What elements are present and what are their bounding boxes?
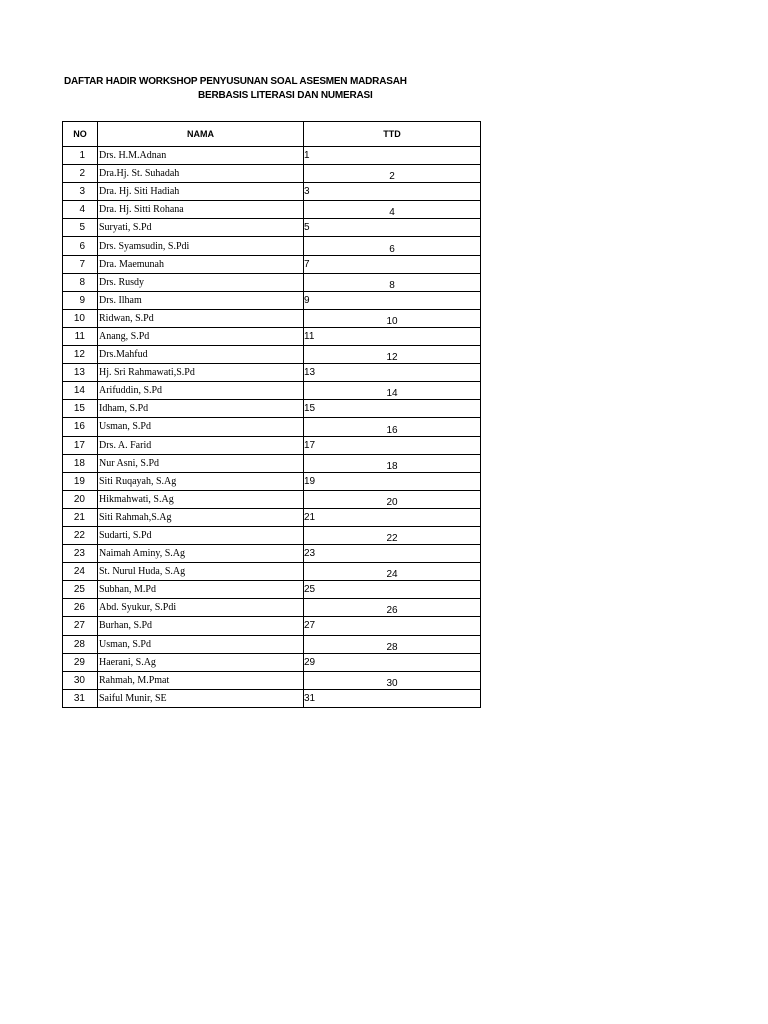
row-number: 24 xyxy=(63,563,98,581)
participant-name: Dra. Hj. Siti Hadiah xyxy=(98,183,304,201)
signature-cell: 26 xyxy=(304,599,481,617)
header-ttd: TTD xyxy=(304,122,481,147)
table-row xyxy=(63,526,481,544)
participant-name: Saiful Munir, SE xyxy=(98,689,304,707)
table-row xyxy=(63,201,481,219)
signature-cell: 13 xyxy=(304,364,481,382)
participant-name: Sudarti, S.Pd xyxy=(98,526,304,544)
signature-cell: 21 xyxy=(304,508,481,526)
participant-name: Nur Asni, S.Pd xyxy=(98,454,304,472)
signature-cell: 12 xyxy=(304,346,481,364)
signature-cell: 2 xyxy=(304,165,481,183)
participant-name: Drs. Rusdy xyxy=(98,273,304,291)
table-row xyxy=(63,418,481,436)
signature-cell: 6 xyxy=(304,237,481,255)
signature-cell: 3 xyxy=(304,183,481,201)
table-row xyxy=(63,617,481,635)
table-row xyxy=(63,490,481,508)
table-row xyxy=(63,563,481,581)
table-row xyxy=(63,472,481,490)
signature-cell: 24 xyxy=(304,563,481,581)
participant-name: Ridwan, S.Pd xyxy=(98,309,304,327)
table-row xyxy=(63,671,481,689)
participant-name: Abd. Syukur, S.Pdi xyxy=(98,599,304,617)
participant-name: Hj. Sri Rahmawati,S.Pd xyxy=(98,364,304,382)
attendance-table xyxy=(62,121,481,708)
table-row xyxy=(63,400,481,418)
row-number: 16 xyxy=(63,418,98,436)
table-row xyxy=(63,689,481,707)
table-header-row xyxy=(63,122,481,147)
row-number: 11 xyxy=(63,327,98,345)
signature-cell: 9 xyxy=(304,291,481,309)
row-number: 8 xyxy=(63,273,98,291)
row-number: 29 xyxy=(63,653,98,671)
row-number: 25 xyxy=(63,581,98,599)
row-number: 4 xyxy=(63,201,98,219)
table-row xyxy=(63,599,481,617)
participant-name: Naimah Aminy, S.Ag xyxy=(98,545,304,563)
row-number: 17 xyxy=(63,436,98,454)
table-row xyxy=(63,273,481,291)
table-row xyxy=(63,653,481,671)
signature-cell: 8 xyxy=(304,273,481,291)
row-number: 28 xyxy=(63,635,98,653)
row-number: 20 xyxy=(63,490,98,508)
row-number: 9 xyxy=(63,291,98,309)
signature-cell: 4 xyxy=(304,201,481,219)
signature-cell: 31 xyxy=(304,689,481,707)
signature-cell: 18 xyxy=(304,454,481,472)
signature-cell: 16 xyxy=(304,418,481,436)
table-row xyxy=(63,364,481,382)
participant-name: Drs.Mahfud xyxy=(98,346,304,364)
row-number: 19 xyxy=(63,472,98,490)
signature-cell: 14 xyxy=(304,382,481,400)
header-nama: NAMA xyxy=(98,122,304,147)
participant-name: Dra.Hj. St. Suhadah xyxy=(98,165,304,183)
row-number: 31 xyxy=(63,689,98,707)
signature-cell: 20 xyxy=(304,490,481,508)
row-number: 3 xyxy=(63,183,98,201)
table-row xyxy=(63,635,481,653)
signature-cell: 11 xyxy=(304,327,481,345)
table-row xyxy=(63,508,481,526)
table-row xyxy=(63,436,481,454)
participant-name: Arifuddin, S.Pd xyxy=(98,382,304,400)
table-body xyxy=(63,147,481,708)
table-row xyxy=(63,382,481,400)
signature-cell: 28 xyxy=(304,635,481,653)
participant-name: Suryati, S.Pd xyxy=(98,219,304,237)
participant-name: Idham, S.Pd xyxy=(98,400,304,418)
signature-cell: 7 xyxy=(304,255,481,273)
participant-name: Haerani, S.Ag xyxy=(98,653,304,671)
signature-cell: 27 xyxy=(304,617,481,635)
table-row xyxy=(63,327,481,345)
header-no: NO xyxy=(63,122,98,147)
participant-name: Drs. Syamsudin, S.Pdi xyxy=(98,237,304,255)
row-number: 18 xyxy=(63,454,98,472)
document-title: DAFTAR HADIR WORKSHOP PENYUSUNAN SOAL ASESMEN MADRASAH xyxy=(64,76,407,87)
participant-name: Burhan, S.Pd xyxy=(98,617,304,635)
participant-name: Dra. Hj. Sitti Rohana xyxy=(98,201,304,219)
signature-cell: 30 xyxy=(304,671,481,689)
document-subtitle: BERBASIS LITERASI DAN NUMERASI xyxy=(198,90,373,101)
participant-name: Subhan, M.Pd xyxy=(98,581,304,599)
signature-cell: 29 xyxy=(304,653,481,671)
table-row xyxy=(63,237,481,255)
table-row xyxy=(63,219,481,237)
participant-name: Usman, S.Pd xyxy=(98,418,304,436)
table-row xyxy=(63,454,481,472)
row-number: 30 xyxy=(63,671,98,689)
row-number: 10 xyxy=(63,309,98,327)
signature-cell: 5 xyxy=(304,219,481,237)
signature-cell: 25 xyxy=(304,581,481,599)
row-number: 23 xyxy=(63,545,98,563)
row-number: 2 xyxy=(63,165,98,183)
participant-name: St. Nurul Huda, S.Ag xyxy=(98,563,304,581)
table-row xyxy=(63,165,481,183)
row-number: 6 xyxy=(63,237,98,255)
table-row xyxy=(63,147,481,165)
row-number: 15 xyxy=(63,400,98,418)
participant-name: Usman, S.Pd xyxy=(98,635,304,653)
signature-cell: 17 xyxy=(304,436,481,454)
participant-name: Dra. Maemunah xyxy=(98,255,304,273)
row-number: 13 xyxy=(63,364,98,382)
table-row xyxy=(63,581,481,599)
row-number: 5 xyxy=(63,219,98,237)
row-number: 1 xyxy=(63,147,98,165)
participant-name: Drs. H.M.Adnan xyxy=(98,147,304,165)
table-row xyxy=(63,255,481,273)
participant-name: Anang, S.Pd xyxy=(98,327,304,345)
row-number: 12 xyxy=(63,346,98,364)
row-number: 22 xyxy=(63,526,98,544)
participant-name: Drs. A. Farid xyxy=(98,436,304,454)
table-row xyxy=(63,183,481,201)
row-number: 14 xyxy=(63,382,98,400)
signature-cell: 22 xyxy=(304,526,481,544)
row-number: 27 xyxy=(63,617,98,635)
participant-name: Hikmahwati, S.Ag xyxy=(98,490,304,508)
table-row xyxy=(63,309,481,327)
table-row xyxy=(63,545,481,563)
participant-name: Drs. Ilham xyxy=(98,291,304,309)
signature-cell: 1 xyxy=(304,147,481,165)
signature-cell: 23 xyxy=(304,545,481,563)
participant-name: Siti Ruqayah, S.Ag xyxy=(98,472,304,490)
signature-cell: 15 xyxy=(304,400,481,418)
signature-cell: 10 xyxy=(304,309,481,327)
signature-cell: 19 xyxy=(304,472,481,490)
row-number: 26 xyxy=(63,599,98,617)
table-row xyxy=(63,291,481,309)
row-number: 7 xyxy=(63,255,98,273)
table-row xyxy=(63,346,481,364)
participant-name: Siti Rahmah,S.Ag xyxy=(98,508,304,526)
row-number: 21 xyxy=(63,508,98,526)
participant-name: Rahmah, M.Pmat xyxy=(98,671,304,689)
